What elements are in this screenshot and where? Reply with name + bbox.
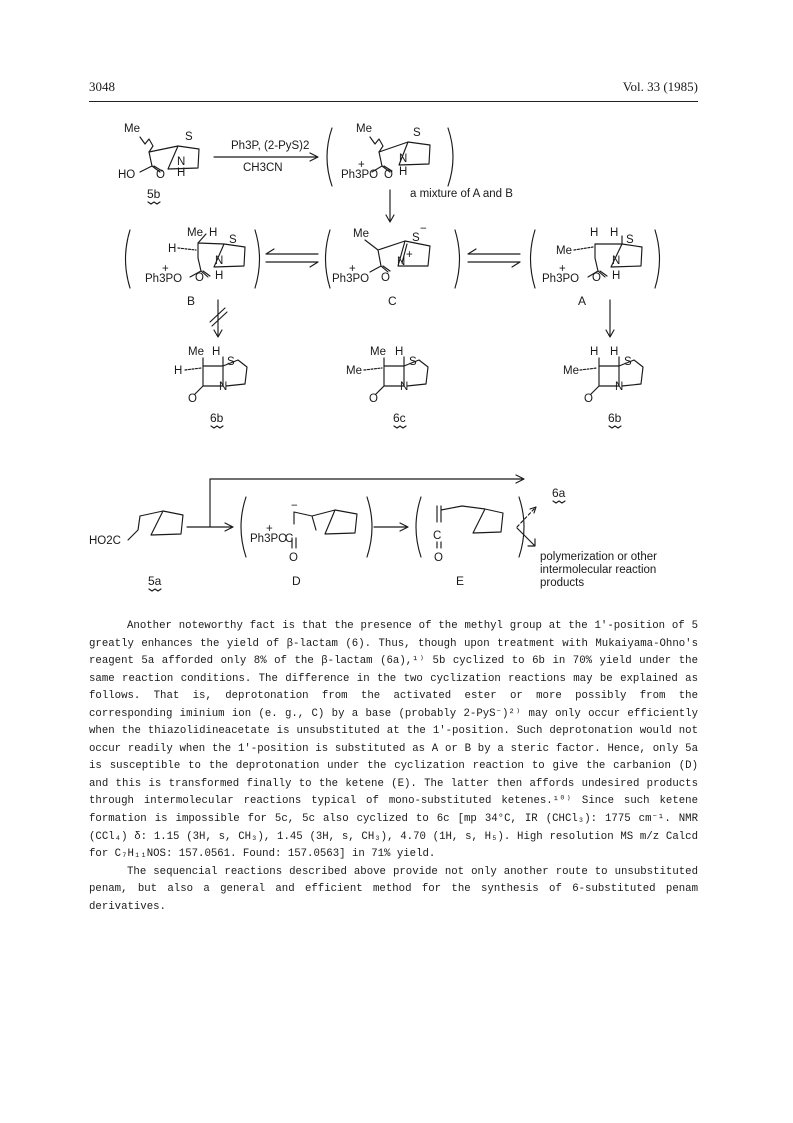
- structure-5a: [89, 511, 183, 591]
- dashed-arrow-6a: [517, 508, 535, 527]
- label-D: D: [292, 574, 301, 588]
- me-A: Me: [556, 245, 572, 257]
- structure-B: [126, 227, 260, 308]
- s-6c: S: [409, 356, 417, 368]
- label-B: B: [187, 294, 196, 308]
- compound-6b-right: 6b: [608, 411, 622, 425]
- o-E: O: [434, 552, 443, 564]
- journal-volume: Vol. 33 (1985): [622, 79, 698, 94]
- o-5b: O: [156, 169, 165, 181]
- o-6b-right: O: [584, 393, 593, 405]
- arrow-polymerization: [517, 528, 535, 546]
- structure-5b: [118, 123, 199, 204]
- plus-C-n: +: [406, 249, 413, 261]
- s-5b: S: [185, 131, 193, 143]
- s-B: S: [229, 234, 237, 246]
- o-D: O: [289, 552, 298, 564]
- me-6c-side: Me: [346, 365, 362, 377]
- compound-6b-left: 6b: [210, 411, 224, 425]
- s-6b-right: S: [624, 356, 632, 368]
- outcome-line-2: intermolecular reaction: [540, 564, 657, 576]
- h-B-left: H: [168, 243, 177, 255]
- n-6c: N: [400, 381, 409, 393]
- me-B: Me: [187, 227, 203, 239]
- plus-A: +: [559, 263, 566, 275]
- structure-6c: [346, 346, 428, 428]
- label-6a: 6a: [552, 486, 566, 500]
- arrow-D-E: [374, 523, 408, 531]
- compound-5b: 5b: [147, 187, 161, 201]
- reagent-bottom: CH3CN: [243, 162, 283, 174]
- s-A: S: [626, 234, 634, 246]
- o-A: O: [592, 272, 601, 284]
- polymerization-outcome: [540, 551, 657, 589]
- o-6c: O: [369, 393, 378, 405]
- intermediate-mixture: [327, 123, 453, 186]
- equilibrium-C-A: [468, 249, 520, 267]
- me-C: Me: [353, 228, 369, 240]
- n-A: N: [612, 255, 621, 267]
- me-5b: Me: [124, 123, 140, 135]
- h-5b: H: [177, 167, 186, 179]
- ph3po-C: Ph3PO: [332, 273, 370, 285]
- n-int: N: [399, 153, 408, 165]
- me-6b-right: Me: [563, 365, 579, 377]
- h-B-top: H: [209, 227, 218, 239]
- paragraph-2: The sequencial reactions described above provide not only another route to unsubstituted penam, but also a general and efficient method for the synthesis of 6-substituted penam derivatives.: [89, 865, 698, 913]
- s-6b-left: S: [227, 356, 235, 368]
- o-6b-left: O: [188, 393, 197, 405]
- blocked-arrow-B: [210, 300, 227, 337]
- plus-B: +: [162, 263, 169, 275]
- h-6c-top: H: [395, 346, 404, 358]
- page-number: 3048: [89, 79, 115, 94]
- h-6b-left-side: H: [174, 365, 183, 377]
- s-int: S: [413, 127, 421, 139]
- label-A: A: [578, 294, 587, 308]
- me-int: Me: [356, 123, 372, 135]
- n-5b: N: [177, 156, 186, 168]
- label-E: E: [456, 574, 465, 588]
- h-A-left: H: [590, 227, 599, 239]
- label-5a: 5a: [148, 574, 162, 588]
- body-text: [89, 618, 698, 916]
- minus-D: −: [291, 500, 298, 512]
- reagent-top: Ph3P, (2-PyS)2: [231, 140, 310, 152]
- h-6b-right-right: H: [610, 346, 619, 358]
- s-C: S: [412, 232, 420, 244]
- structure-6b-right: [563, 346, 643, 428]
- ph3po-int: Ph3PO: [341, 169, 379, 181]
- o-C: O: [381, 272, 390, 284]
- ph3po-B: Ph3PO: [145, 273, 183, 285]
- structure-A: [531, 227, 660, 308]
- o-int: O: [384, 169, 393, 181]
- reaction-arrow-1: [214, 140, 318, 174]
- equilibrium-B-C: [266, 249, 318, 267]
- arrow-A-to-6b: [606, 300, 614, 337]
- label-C: C: [388, 294, 397, 308]
- ho-5b: HO: [118, 169, 136, 181]
- me-6b-left: Me: [188, 346, 204, 358]
- n-B: N: [215, 255, 224, 267]
- structure-6b-left: [174, 346, 247, 428]
- arrow-down-mixture: [386, 190, 394, 222]
- n-C: N: [397, 256, 406, 268]
- h-A-right: H: [610, 227, 619, 239]
- structure-D: [241, 497, 372, 588]
- o-B: O: [195, 272, 204, 284]
- n-6b-right: N: [615, 381, 624, 393]
- ph3po-D: Ph3PO: [250, 533, 288, 545]
- outcome-line-3: products: [540, 577, 585, 589]
- ph3po-A: Ph3PO: [542, 273, 580, 285]
- mixture-note: a mixture of A and B: [410, 188, 513, 200]
- label-6a-underline: [553, 501, 565, 503]
- arrow-bypass-6a: [210, 475, 524, 527]
- paragraph-1: Another noteworthy fact is that the presence of the methyl group at the 1'-position of 5 greatly enhances the yield of β-lactam (6). Thus, though upon treatment with Mukaiyama-Ohno's reagent 5a afforded only 8% of the β-lactam (6a),¹⁾ 5b cyclized to 6b in 70% yield under the same reaction conditions. The difference in the two cyclization reactions may be explained as follows. That is, deprotonation from the activated ester or more possibly from the corresponding iminium ion (e. g., C) by a base (probably 2-PyS⁻)²⁾ may only occur efficiently when the thiazolidineacetate is unsubstituted at the 1'-position. Such deprotonation would not occur readily when the 1'-position is substituted as A or B by a steric factor. Hence, only 5a is susceptible to the deprotonation under the cyclization reaction to give the carbanion (D) and this is transformed finally to the ketene (E). The latter then affords undesired products through intermolecular reactions typical of mono-substituted ketenes.¹⁰⁾ Since such ketene formation is impossible for 5c, 5c also cyclized to 6c [mp 34°C, IR (CHCl₃): 1775 cm⁻¹. NMR (CCl₄) δ: 1.15 (3H, s, CH₃), 1.45 (3H, s, CH₃), 4.70 (1H, s, H₅). High resolution MS m/z Calcd for C₇H₁₁NOS: 157.0561. Found: 157.0563] in 71% yield.: [89, 620, 698, 861]
- minus-C: −: [420, 223, 427, 235]
- h-B-n: H: [215, 270, 224, 282]
- plus-D: +: [266, 523, 273, 535]
- h-int: H: [399, 166, 408, 178]
- structure-E: [416, 497, 524, 588]
- h-6b-left-top: H: [212, 346, 221, 358]
- plus-int: +: [358, 159, 365, 171]
- h-6b-right-left: H: [590, 346, 599, 358]
- outcome-line-1: polymerization or other: [540, 551, 657, 563]
- structure-C: [326, 223, 460, 308]
- plus-C: +: [349, 263, 356, 275]
- c-D: C: [285, 533, 294, 545]
- me-6c-top: Me: [370, 346, 386, 358]
- compound-6c: 6c: [393, 411, 406, 425]
- h-A-n: H: [612, 270, 621, 282]
- ho2c-5a: HO2C: [89, 535, 121, 547]
- c-E: C: [433, 530, 442, 542]
- n-6b-left: N: [219, 381, 228, 393]
